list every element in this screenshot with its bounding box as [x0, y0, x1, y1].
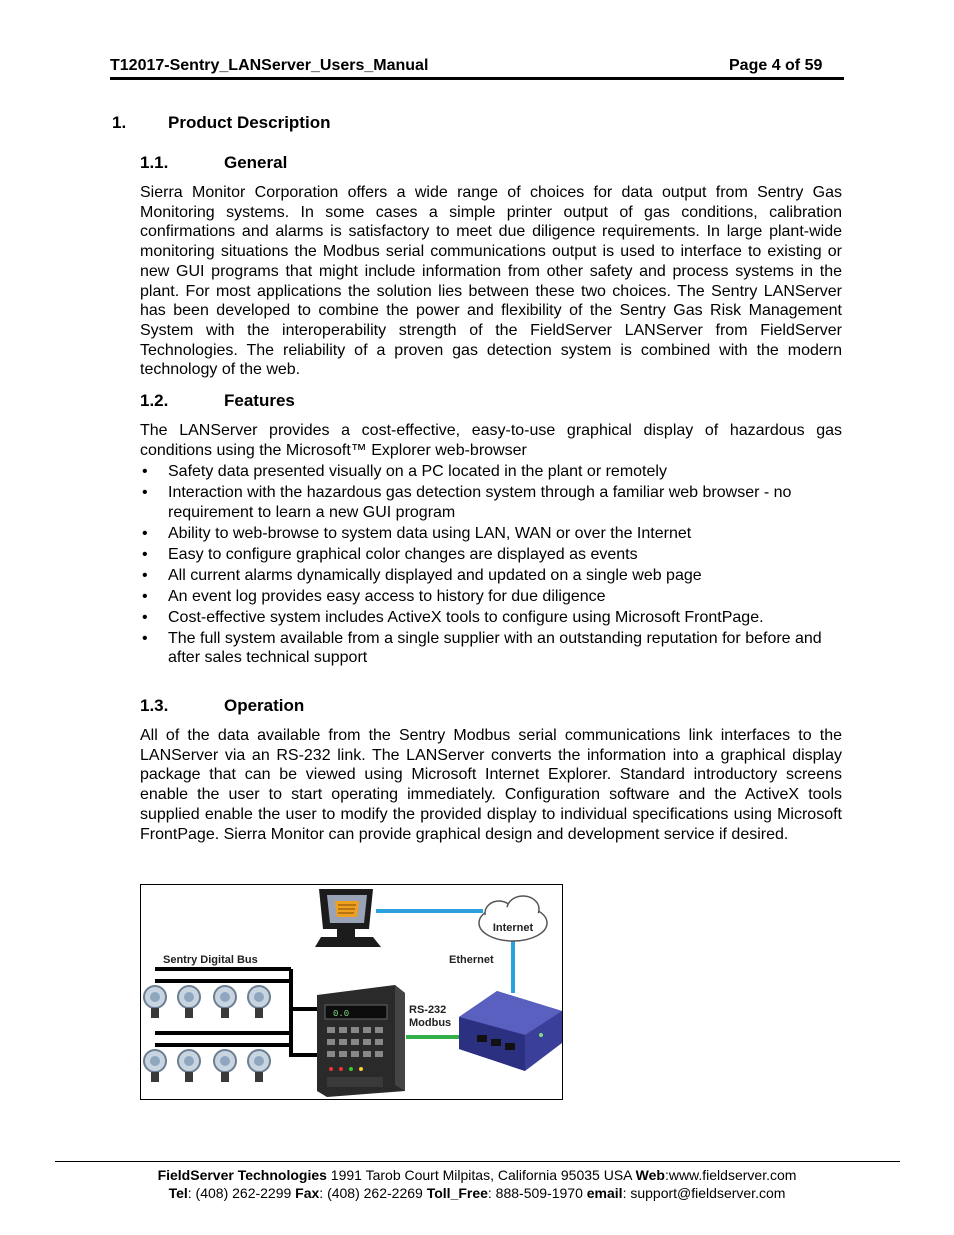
bullet-icon: •: [142, 524, 148, 542]
page-number: Page 4 of 59: [729, 57, 823, 74]
section-1-2-title: Features: [224, 391, 295, 410]
internet-cloud-icon: [479, 896, 547, 941]
gas-sensor-icon: [214, 1050, 236, 1082]
general-paragraph: Sierra Monitor Corporation offers a wide range of choices for data output from Sentry Gas Monitoring systems. In some cases a simple printer output of gas conditions, calibration confirmations and alarms is satisfactory to meet due diligence requirements. In large plant-wide monitoring situations the Modbus serial communications output is used to interface to existing or new GUI programs that might include information from other safety and process systems in the plant. For most applications the solution lies between these two choices. The Sentry LANServer has been developed to combine the power and flexibility of the Sentry Gas Risk Management System with the interoperability strength of the FieldServer LANServer from FieldServer Technologies. The reliability of a proven gas detection system is combined with the modern technology of the web.: [140, 184, 842, 379]
list-item: • An event log provides easy access to history for due diligence: [142, 587, 606, 605]
gas-sensor-icon: [248, 1050, 270, 1082]
bullet-icon: •: [142, 587, 148, 605]
sensor-row-1: [144, 986, 270, 1018]
gas-sensor-icon: [248, 986, 270, 1018]
list-item: • Safety data presented visually on a PC located in the plant or remotely: [142, 463, 667, 480]
footer-line-1: [0, 1167, 954, 1183]
document-title: T12017-Sentry_LANServer_Users_Manual: [110, 57, 429, 74]
digital-bus-label: Sentry Digital Bus: [163, 954, 258, 966]
footer-tel-value: : (408) 262-2299: [187, 1185, 296, 1201]
gas-sensor-icon: [178, 986, 200, 1018]
features-list: [140, 462, 842, 669]
internet-label: Internet: [492, 922, 534, 934]
list-item: • Cost-effective system includes ActiveX tools to configure using Microsoft FrontPage.: [142, 608, 764, 626]
footer-fax-value: : (408) 262-2269: [319, 1185, 427, 1201]
section-1-title: Product Description: [168, 113, 331, 132]
list-item: • Ability to web-browse to system data using LAN, WAN or over the Internet: [142, 524, 692, 542]
ethernet-label: Ethernet: [449, 954, 494, 966]
sensor-row-2: [144, 1050, 270, 1082]
section-1-1-title: General: [224, 153, 288, 172]
footer-tel-label: Tel: [168, 1185, 188, 1201]
header-rule: [110, 77, 844, 80]
bullet-icon: •: [142, 629, 148, 647]
bullet-icon: •: [142, 484, 148, 501]
gas-sensor-icon: [214, 986, 236, 1018]
footer-company: FieldServer Technologies: [157, 1167, 327, 1183]
footer-email-label: email: [586, 1185, 623, 1201]
features-intro: The LANServer provides a cost-effective, easy-to-use graphical display of hazardous gas conditions using the Microsoft™ Explorer web-browser: [140, 422, 842, 459]
section-1-2-number: 1.2.: [140, 391, 169, 410]
rs232-label: RS-232: [409, 1004, 447, 1016]
bullet-icon: •: [142, 545, 148, 563]
bullet-icon: •: [142, 608, 148, 626]
footer-tollfree-value: : 888-509-1970: [487, 1185, 587, 1201]
computer-icon: [315, 889, 381, 947]
footer-rule: [55, 1161, 900, 1162]
footer-web-value: :www.fieldserver.com: [664, 1167, 797, 1183]
gas-sensor-icon: [144, 986, 166, 1018]
operation-paragraph: All of the data available from the Sentry Modbus serial communications link interfaces to the LANServer via an RS-232 link. The LANServer converts the information into a graphical display package that can be viewed using Microsoft Internet Explorer. Standard introductory screens enable the user to start operating immediately. Configuration software and the ActiveX tools supplied enable the user to modify the provided display to individual specifications using Microsoft FrontPage. Sierra Monitor can provide graphical design and development service if desired.: [140, 727, 842, 843]
section-1-number: 1.: [112, 113, 127, 132]
list-item: • All current alarms dynamically displayed and updated on a single web page: [142, 566, 702, 584]
bullet-icon: •: [142, 463, 148, 480]
sentry-controller-icon: [317, 985, 405, 1097]
lanserver-device-icon: [459, 991, 562, 1071]
system-diagram: [140, 884, 563, 1100]
modbus-label: Modbus: [409, 1017, 452, 1029]
footer-address: 1991 Tarob Court Milpitas, California 95035 USA: [326, 1167, 636, 1183]
section-1-3-number: 1.3.: [140, 696, 169, 715]
footer-tollfree-label: Toll_Free: [426, 1185, 488, 1201]
section-1-3-title: Operation: [224, 696, 305, 715]
bullet-icon: •: [142, 566, 148, 584]
list-item: • Easy to configure graphical color changes are displayed as events: [142, 545, 638, 563]
list-item: • Interaction with the hazardous gas detection system through a familiar web browser - no requirement to learn a new GUI program: [142, 484, 792, 521]
svg-text:0.0: 0.0: [333, 1009, 350, 1019]
footer-line-2: [0, 1185, 954, 1201]
footer-fax-label: Fax: [295, 1185, 320, 1201]
footer-web-label: Web: [635, 1167, 665, 1183]
footer-email-value: : support@fieldserver.com: [622, 1185, 786, 1201]
list-item: • The full system available from a single supplier with an outstanding reputation for before and after sales technical support: [142, 629, 822, 667]
section-1-1-number: 1.1.: [140, 153, 169, 172]
gas-sensor-icon: [178, 1050, 200, 1082]
digital-bus-wiring: [155, 969, 317, 1055]
gas-sensor-icon: [144, 1050, 166, 1082]
